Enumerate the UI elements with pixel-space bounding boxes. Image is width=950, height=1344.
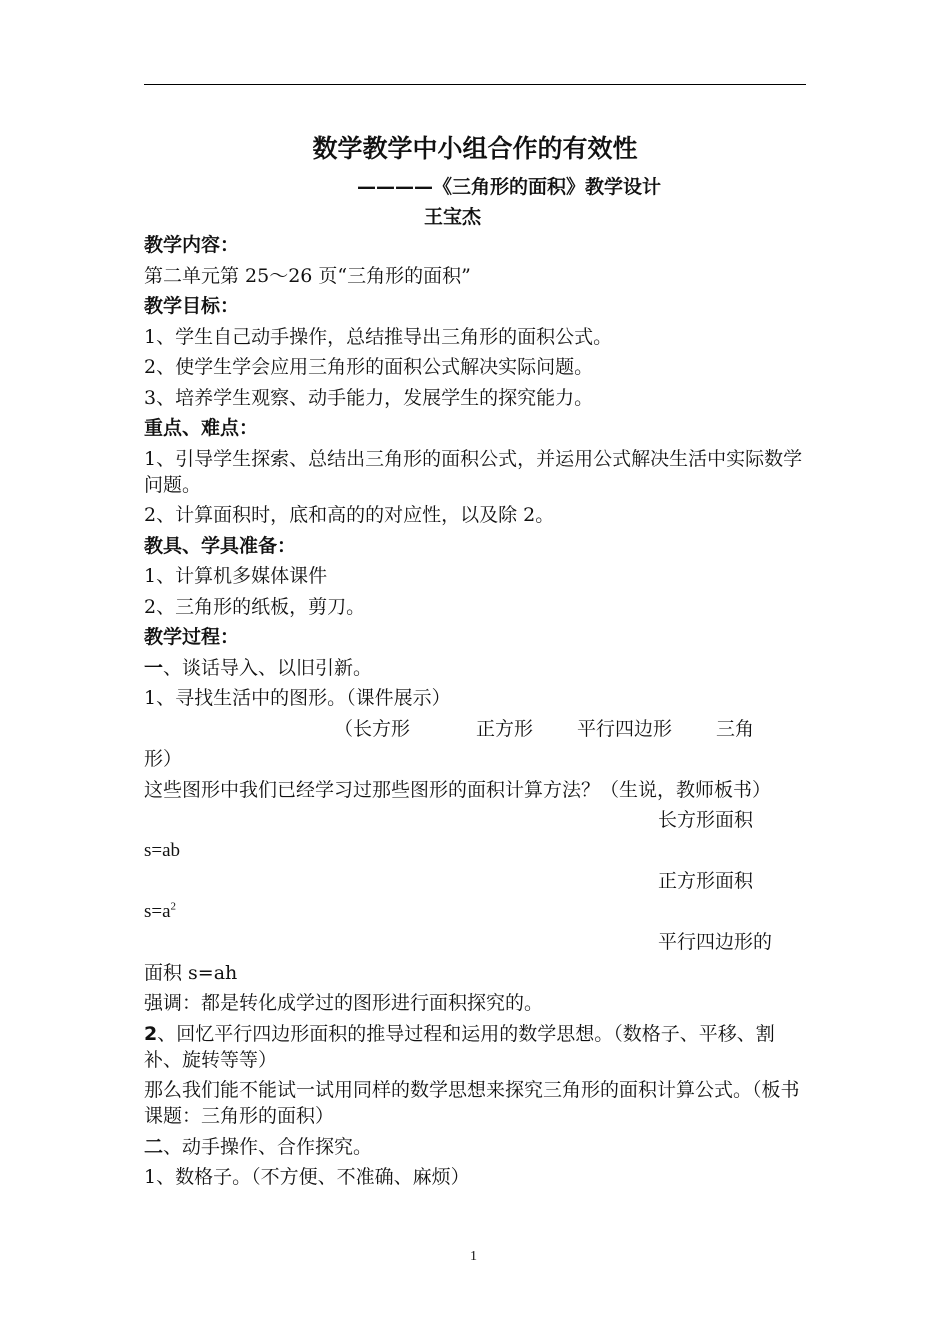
step-2-number: 2: [144, 1022, 158, 1045]
author-name: 王宝杰: [424, 206, 482, 228]
parallelogram-area-label: 平行四边形的: [658, 931, 773, 953]
heading-process: 教学过程：: [144, 626, 240, 648]
section-1-number: 一: [144, 656, 164, 679]
page-title: 数学教学中小组合作的有效性: [312, 134, 638, 163]
page-number: 1: [470, 1249, 477, 1264]
step-2-text: 、回忆平行四边形面积的推导过程和运用的数学思想。（数格子、平移、割补、旋转等等）: [144, 1022, 775, 1071]
section-1-text: 、谈话导入、以旧引新。: [163, 656, 373, 679]
step-2: [144, 1021, 806, 1073]
shape-rectangle: （长方形: [334, 717, 411, 740]
page-subtitle: ————《三角形的面积》教学设计: [357, 176, 662, 198]
section-2-text: 、动手操作、合作探究。: [163, 1135, 373, 1158]
key-point-1: 1、引导学生探索、总结出三角形的面积公式，并运用公式解决生活中实际数学问题。: [144, 447, 803, 496]
parallelogram-area-formula: 面积 s=ah: [144, 961, 238, 984]
shape-parallelogram: 平行四边形: [577, 717, 673, 740]
tool-item-2: 2、三角形的纸板，剪刀。: [144, 595, 366, 618]
shape-list-cont: 形）: [144, 748, 183, 770]
rect-area-label: 长方形面积: [658, 809, 754, 831]
emphasis-text: 强调：都是转化成学过的图形进行面积探究的。: [144, 992, 544, 1014]
shape-triangle: 三角: [716, 717, 755, 740]
question-text: 这些图形中我们已经学习过那些图形的面积计算方法？（生说，教师板书）: [144, 778, 772, 801]
square-area-label: 正方形面积: [658, 870, 754, 892]
goal-item-1: 1、学生自己动手操作，总结推导出三角形的面积公式。: [144, 325, 613, 348]
section-1-heading: [144, 655, 806, 681]
heading-goals: 教学目标：: [144, 295, 240, 317]
tool-item-1: 1、计算机多媒体课件: [144, 565, 328, 587]
heading-content: 教学内容：: [144, 234, 240, 256]
square-area-formula: [144, 899, 806, 925]
header-rule: [144, 84, 806, 85]
goal-item-3: 3、培养学生观察、动手能力，发展学生的探究能力。: [144, 386, 594, 409]
square-formula-exponent: 2: [170, 900, 177, 913]
section-2-heading: [144, 1134, 806, 1160]
shape-list: [144, 716, 806, 742]
heading-key-points: 重点、难点：: [144, 417, 259, 439]
goal-item-2: 2、使学生学会应用三角形的面积公式解决实际问题。: [144, 356, 594, 378]
step-3: 1、数格子。（不方便、不准确、麻烦）: [144, 1166, 470, 1188]
transition-text: 那么我们能不能试一试用同样的数学思想来探究三角形的面积计算公式。（板书课题：三角形的面积）: [144, 1079, 800, 1127]
square-formula-base: s=a: [144, 900, 171, 922]
heading-tools: 教具、学具准备：: [144, 534, 297, 557]
rect-area-formula: s=ab: [144, 839, 181, 861]
shape-square: 正方形: [476, 717, 534, 740]
step-1: 1、寻找生活中的图形。（课件展示）: [144, 687, 451, 709]
section-2-number: 二: [144, 1135, 164, 1158]
key-point-2: 2、计算面积时，底和高的的对应性，以及除 2。: [144, 504, 555, 526]
document-body: [144, 232, 806, 1195]
content-text: 第二单元第 25～26 页“三角形的面积”: [144, 264, 471, 287]
